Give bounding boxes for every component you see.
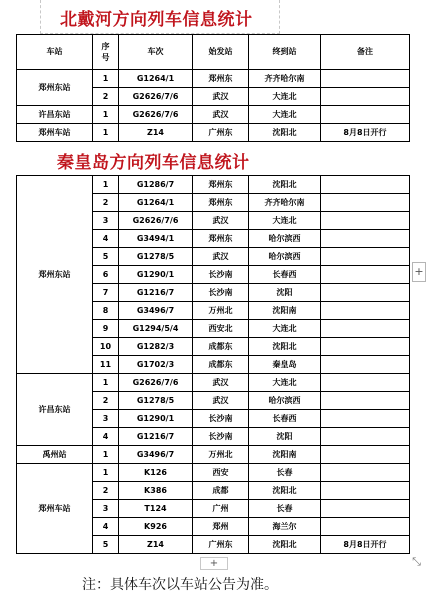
note-cell bbox=[321, 338, 410, 356]
train-cell: G1216/7 bbox=[119, 428, 193, 446]
train-cell: G2626/7/6 bbox=[119, 374, 193, 392]
no-cell: 3 bbox=[93, 212, 119, 230]
origin-cell: 郑州东 bbox=[193, 176, 249, 194]
train-cell: G2626/7/6 bbox=[119, 212, 193, 230]
note-cell bbox=[321, 106, 410, 124]
note-cell bbox=[321, 320, 410, 338]
train-cell: G3494/1 bbox=[119, 230, 193, 248]
section2-title: 秦皇岛方向列车信息统计 bbox=[57, 153, 250, 173]
resize-icon[interactable]: ⤡ bbox=[412, 555, 421, 568]
train-cell: T124 bbox=[119, 500, 193, 518]
no-cell: 2 bbox=[93, 482, 119, 500]
terminus-cell: 海兰尔 bbox=[249, 518, 321, 536]
station-cell: 禹州站 bbox=[17, 446, 93, 464]
terminus-cell: 长春西 bbox=[249, 266, 321, 284]
station-cell: 郑州东站 bbox=[17, 70, 93, 106]
no-cell: 8 bbox=[93, 302, 119, 320]
train-cell: K926 bbox=[119, 518, 193, 536]
train-cell: K386 bbox=[119, 482, 193, 500]
terminus-cell: 长春西 bbox=[249, 410, 321, 428]
no-cell: 9 bbox=[93, 320, 119, 338]
header-terminus: 终到站 bbox=[249, 35, 321, 70]
origin-cell: 广州 bbox=[193, 500, 249, 518]
note-cell bbox=[321, 446, 410, 464]
add-row-handle[interactable]: + bbox=[200, 557, 228, 570]
note-cell bbox=[321, 392, 410, 410]
no-cell: 1 bbox=[93, 70, 119, 88]
station-cell: 郑州东站 bbox=[17, 176, 93, 374]
origin-cell: 郑州东 bbox=[193, 230, 249, 248]
note-cell bbox=[321, 518, 410, 536]
terminus-cell: 哈尔滨西 bbox=[249, 230, 321, 248]
terminus-cell: 哈尔滨西 bbox=[249, 392, 321, 410]
table-row bbox=[17, 464, 410, 482]
origin-cell: 万州北 bbox=[193, 302, 249, 320]
qinhuangdao-train-table bbox=[16, 175, 410, 554]
terminus-cell: 长春 bbox=[249, 500, 321, 518]
origin-cell: 西安北 bbox=[193, 320, 249, 338]
table-row bbox=[17, 124, 410, 142]
terminus-cell: 大连北 bbox=[249, 374, 321, 392]
no-cell: 4 bbox=[93, 230, 119, 248]
note-cell bbox=[321, 176, 410, 194]
no-cell: 11 bbox=[93, 356, 119, 374]
origin-cell: 广州东 bbox=[193, 124, 249, 142]
footer-note: 注：具体车次以车站公告为准。 bbox=[82, 577, 278, 593]
terminus-cell: 沈阳 bbox=[249, 428, 321, 446]
no-cell: 2 bbox=[93, 194, 119, 212]
no-cell: 5 bbox=[93, 536, 119, 554]
terminus-cell: 大连北 bbox=[249, 320, 321, 338]
note-cell bbox=[321, 88, 410, 106]
terminus-cell: 齐齐哈尔南 bbox=[249, 70, 321, 88]
beidaihe-train-table bbox=[16, 34, 410, 142]
no-cell: 3 bbox=[93, 500, 119, 518]
train-cell: G1282/3 bbox=[119, 338, 193, 356]
train-cell: K126 bbox=[119, 464, 193, 482]
train-cell: G3496/7 bbox=[119, 446, 193, 464]
origin-cell: 西安 bbox=[193, 464, 249, 482]
header-no bbox=[93, 35, 119, 70]
origin-cell: 长沙南 bbox=[193, 284, 249, 302]
table-row bbox=[17, 446, 410, 464]
note-cell bbox=[321, 356, 410, 374]
terminus-cell: 大连北 bbox=[249, 88, 321, 106]
no-cell: 4 bbox=[93, 428, 119, 446]
no-cell: 1 bbox=[93, 464, 119, 482]
no-cell: 2 bbox=[93, 392, 119, 410]
note-cell bbox=[321, 428, 410, 446]
terminus-cell: 齐齐哈尔南 bbox=[249, 194, 321, 212]
origin-cell: 郑州东 bbox=[193, 70, 249, 88]
no-cell: 1 bbox=[93, 374, 119, 392]
origin-cell: 万州北 bbox=[193, 446, 249, 464]
train-cell: G1264/1 bbox=[119, 70, 193, 88]
no-cell: 10 bbox=[93, 338, 119, 356]
terminus-cell: 哈尔滨西 bbox=[249, 248, 321, 266]
note-cell bbox=[321, 374, 410, 392]
train-cell: G1294/5/4 bbox=[119, 320, 193, 338]
no-cell: 3 bbox=[93, 410, 119, 428]
table-row bbox=[17, 176, 410, 194]
origin-cell: 武汉 bbox=[193, 248, 249, 266]
origin-cell: 广州东 bbox=[193, 536, 249, 554]
no-cell: 5 bbox=[93, 248, 119, 266]
note-cell bbox=[321, 464, 410, 482]
origin-cell: 武汉 bbox=[193, 106, 249, 124]
note-cell bbox=[321, 70, 410, 88]
origin-cell: 武汉 bbox=[193, 392, 249, 410]
note-cell: 8月8日开行 bbox=[321, 536, 410, 554]
train-cell: G2626/7/6 bbox=[119, 106, 193, 124]
origin-cell: 长沙南 bbox=[193, 410, 249, 428]
no-cell: 1 bbox=[93, 124, 119, 142]
station-cell: 许昌东站 bbox=[17, 106, 93, 124]
no-cell: 7 bbox=[93, 284, 119, 302]
origin-cell: 郑州 bbox=[193, 518, 249, 536]
terminus-cell: 长春 bbox=[249, 464, 321, 482]
no-cell: 6 bbox=[93, 266, 119, 284]
expand-handle[interactable]: + bbox=[412, 262, 426, 282]
terminus-cell: 沈阳北 bbox=[249, 124, 321, 142]
note-cell bbox=[321, 248, 410, 266]
train-cell: Z14 bbox=[119, 536, 193, 554]
table-row bbox=[17, 374, 410, 392]
header-train: 车次 bbox=[119, 35, 193, 70]
header-no-text: 序 号 bbox=[101, 42, 110, 62]
train-cell: G1702/3 bbox=[119, 356, 193, 374]
no-cell: 1 bbox=[93, 106, 119, 124]
origin-cell: 成都东 bbox=[193, 356, 249, 374]
train-cell: Z14 bbox=[119, 124, 193, 142]
origin-cell: 成都 bbox=[193, 482, 249, 500]
note-cell bbox=[321, 284, 410, 302]
train-cell: G2626/7/6 bbox=[119, 88, 193, 106]
station-cell: 郑州车站 bbox=[17, 464, 93, 554]
note-cell bbox=[321, 482, 410, 500]
terminus-cell: 秦皇岛 bbox=[249, 356, 321, 374]
header-note: 备注 bbox=[321, 35, 410, 70]
note-cell bbox=[321, 410, 410, 428]
note-cell bbox=[321, 194, 410, 212]
section1-title: 北戴河方向列车信息统计 bbox=[60, 10, 253, 30]
terminus-cell: 沈阳北 bbox=[249, 176, 321, 194]
train-cell: G3496/7 bbox=[119, 302, 193, 320]
table-row bbox=[17, 106, 410, 124]
note-cell bbox=[321, 230, 410, 248]
station-cell: 郑州车站 bbox=[17, 124, 93, 142]
no-cell: 1 bbox=[93, 446, 119, 464]
origin-cell: 长沙南 bbox=[193, 428, 249, 446]
train-cell: G1278/5 bbox=[119, 248, 193, 266]
train-cell: G1264/1 bbox=[119, 194, 193, 212]
origin-cell: 郑州东 bbox=[193, 194, 249, 212]
header-station: 车站 bbox=[17, 35, 93, 70]
note-cell bbox=[321, 212, 410, 230]
no-cell: 4 bbox=[93, 518, 119, 536]
header-origin: 始发站 bbox=[193, 35, 249, 70]
no-cell: 1 bbox=[93, 176, 119, 194]
origin-cell: 武汉 bbox=[193, 88, 249, 106]
train-cell: G1290/1 bbox=[119, 266, 193, 284]
train-cell: G1290/1 bbox=[119, 410, 193, 428]
train-cell: G1216/7 bbox=[119, 284, 193, 302]
qinhuangdao-table-body bbox=[17, 176, 410, 554]
note-cell bbox=[321, 500, 410, 518]
table-header-row bbox=[17, 35, 410, 70]
note-cell bbox=[321, 266, 410, 284]
table-row bbox=[17, 70, 410, 88]
origin-cell: 武汉 bbox=[193, 374, 249, 392]
station-cell: 许昌东站 bbox=[17, 374, 93, 446]
train-cell: G1278/5 bbox=[119, 392, 193, 410]
terminus-cell: 大连北 bbox=[249, 212, 321, 230]
note-cell: 8月8日开行 bbox=[321, 124, 410, 142]
terminus-cell: 沈阳北 bbox=[249, 536, 321, 554]
terminus-cell: 沈阳 bbox=[249, 284, 321, 302]
terminus-cell: 大连北 bbox=[249, 106, 321, 124]
origin-cell: 成都东 bbox=[193, 338, 249, 356]
no-cell: 2 bbox=[93, 88, 119, 106]
train-cell: G1286/7 bbox=[119, 176, 193, 194]
origin-cell: 长沙南 bbox=[193, 266, 249, 284]
terminus-cell: 沈阳北 bbox=[249, 482, 321, 500]
note-cell bbox=[321, 302, 410, 320]
terminus-cell: 沈阳南 bbox=[249, 302, 321, 320]
terminus-cell: 沈阳北 bbox=[249, 338, 321, 356]
origin-cell: 武汉 bbox=[193, 212, 249, 230]
terminus-cell: 沈阳南 bbox=[249, 446, 321, 464]
